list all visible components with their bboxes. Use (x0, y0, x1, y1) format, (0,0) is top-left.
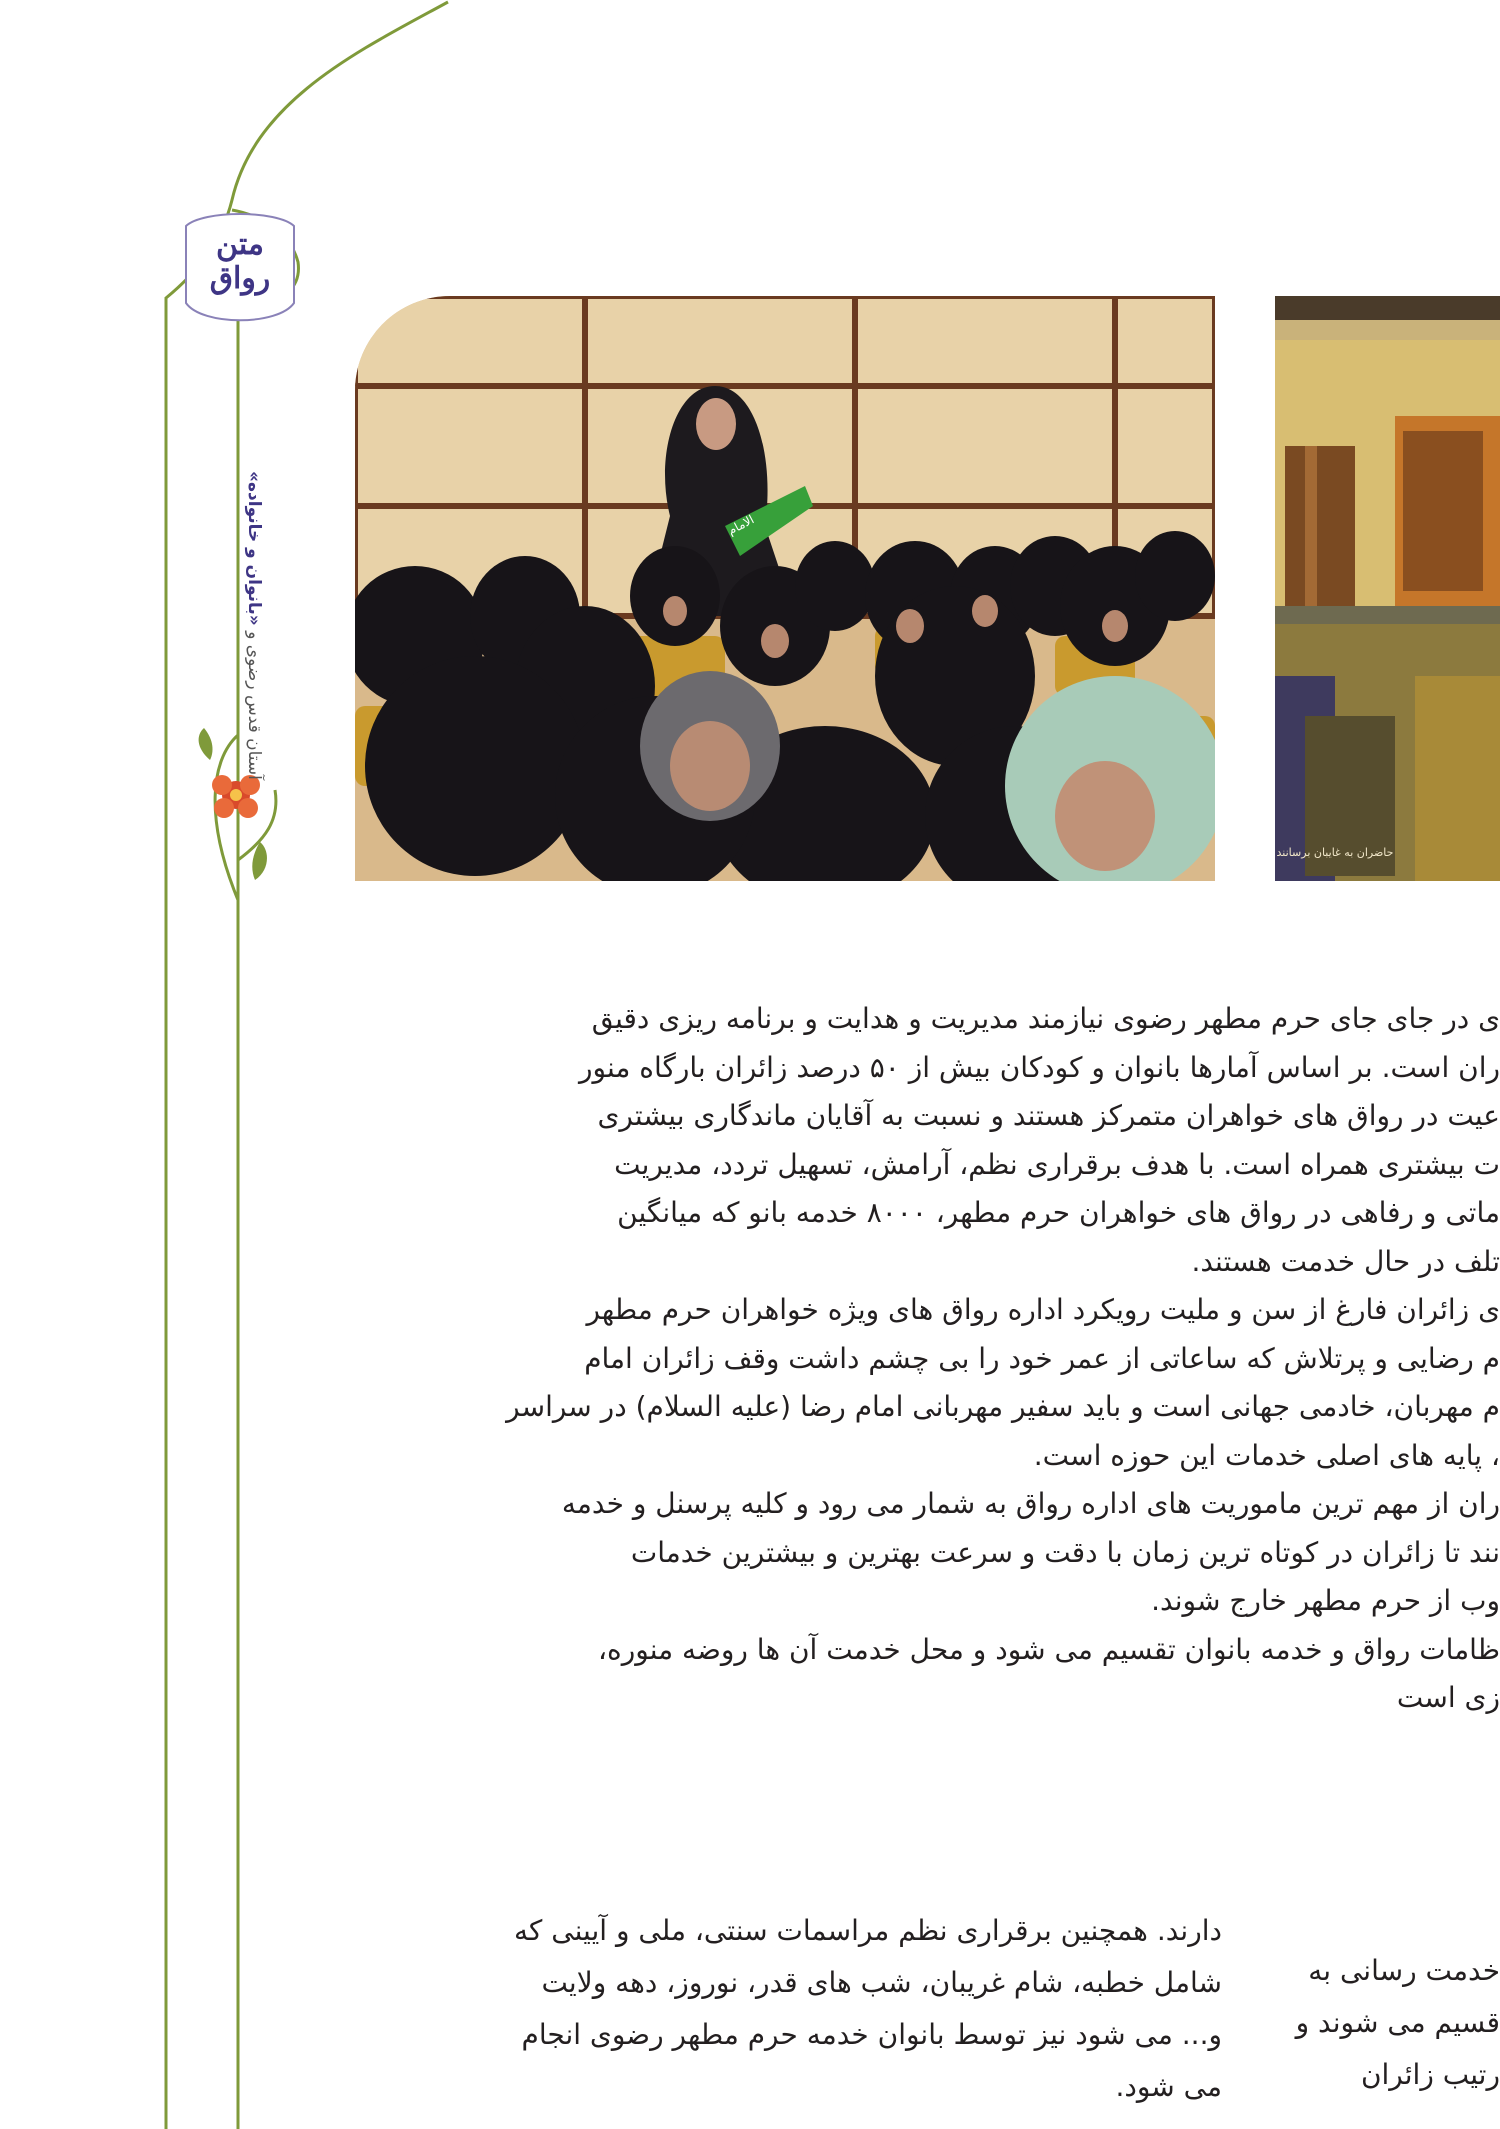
column-middle-text (360, 1905, 1222, 2129)
body-line: ماتی و رفاهی در رواق های خواهران حرم مطهر، ۸۰۰۰ خدمه بانو که میانگین (617, 1196, 1500, 1229)
body-line: ی زائران فارغ از سن و ملیت رویکرد اداره رواق های ویژه خواهران حرم مطهر (586, 1293, 1500, 1326)
body-line: عیت در رواق های خواهران متمرکز هستند و نسبت به آقایان ماندگاری بیشتری (597, 1099, 1500, 1132)
column-middle-line: و... می شود نیز توسط بانوان خدمه حرم مطهر رضوی انجام (521, 2018, 1222, 2051)
body-line: ظامات رواق و خدمه بانوان تقسیم می شود و محل خدمت آن ها روضه منوره، (598, 1632, 1500, 1666)
body-line: ران از مهم ترین ماموریت های اداره رواق به شمار می رود و کلیه پرسنل و خدمه (561, 1487, 1500, 1520)
body-text (360, 995, 1500, 1775)
body-line: ران است. بر اساس آمارها بانوان و کودکان بیش از ۵۰ درصد زائران بارگاه منور (578, 1050, 1500, 1084)
column-right-line: خدمت رسانی به (1308, 1954, 1500, 1987)
body-line: م رضایی و پرتلاش که ساعاتی از عمر خود را بی چشم داشت وقف زائران امام (584, 1341, 1500, 1375)
body-line: ی در جای جای حرم مطهر رضوی نیازمند مدیریت و هدایت و برنامه ریزی دقیق (591, 1002, 1500, 1035)
column-middle-line: شامل خطبه، شام غریبان، شب های قدر، نوروز، دهه ولایت (541, 1966, 1222, 1999)
side-caption-prefix: آستان قدس رضوی و (244, 631, 264, 780)
body-line: ، پایه های اصلی خدمات این حوزه است. (1033, 1438, 1500, 1472)
photo-bookshelf (1275, 296, 1500, 881)
column-middle-line: دارند. همچنین برقراری نظم مراسمات سنتی، ملی و آیینی که (514, 1914, 1222, 1947)
body-line: ت بیشتری همراه است. با هدف برقراری نظم، آرامش، تسهیل تردد، مدیریت (614, 1147, 1500, 1181)
body-line: وب از حرم مطهر خارج شوند. (1151, 1584, 1500, 1617)
sash-text: الامام (725, 512, 757, 538)
column-right-line: رتیب زائران (1360, 2058, 1500, 2091)
column-middle-line: می شود. (1115, 2070, 1222, 2103)
column-right-text (1270, 1945, 1500, 2129)
body-line: م مهربان، خادمی جهانی است و باید سفیر مهربانی امام رضا (علیه السلام) در سراسر (506, 1390, 1500, 1423)
side-caption-highlight: «بانوان و خانواده» (244, 471, 264, 626)
column-right-line: قسیم می شوند و (1295, 2006, 1500, 2039)
photo-women-gathering (355, 296, 1215, 881)
body-line: زی است (1396, 1681, 1500, 1714)
body-line: تلف در حال خدمت هستند. (1191, 1244, 1500, 1278)
body-line: نند تا زائران در کوتاه ترین زمان با دقت و سرعت بهترین و بیشترین خدمات (630, 1535, 1500, 1569)
side-caption (240, 360, 264, 780)
logo-emblem: متن رواق (209, 227, 271, 296)
book-cover-text: حاضران به غایبان برسانند (1276, 846, 1394, 859)
